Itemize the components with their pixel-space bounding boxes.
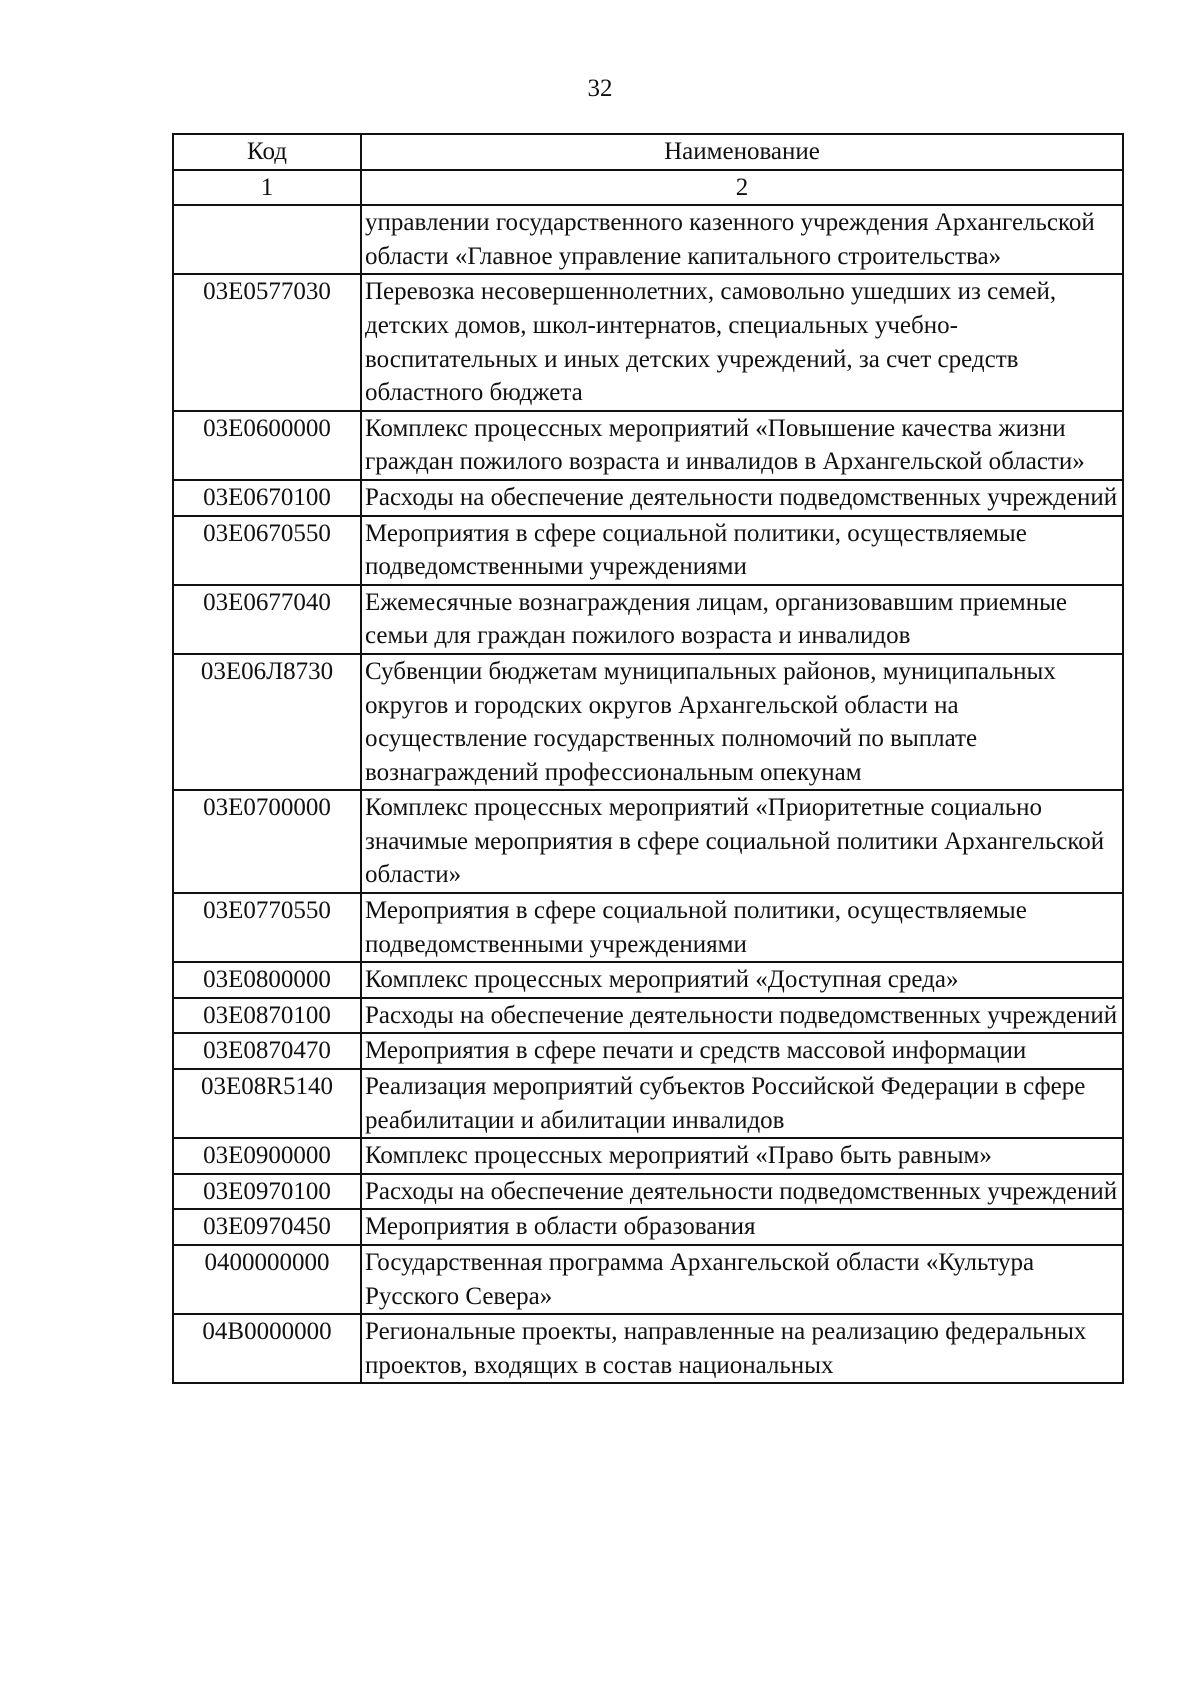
row-name: Комплекс процессных мероприятий «Право быть равным» bbox=[361, 1138, 1123, 1174]
table-row bbox=[173, 1174, 1123, 1210]
row-code: 03Е0870100 bbox=[173, 998, 361, 1034]
row-code: 03Е0970450 bbox=[173, 1209, 361, 1245]
table-row bbox=[173, 480, 1123, 516]
row-code: 03Е0770550 bbox=[173, 893, 361, 962]
table-row bbox=[173, 1033, 1123, 1069]
row-code: 03Е08R5140 bbox=[173, 1069, 361, 1138]
column-number-name: 2 bbox=[361, 170, 1123, 206]
row-name: Комплекс процессных мероприятий «Приоритетные социально значимые мероприятия в сфере социальной политики Архангельской области» bbox=[361, 790, 1123, 893]
row-code: 03Е0970100 bbox=[173, 1174, 361, 1210]
table-row bbox=[173, 1138, 1123, 1174]
row-name: Комплекс процессных мероприятий «Доступная среда» bbox=[361, 962, 1123, 998]
row-code: 03Е0800000 bbox=[173, 962, 361, 998]
table-row bbox=[173, 790, 1123, 893]
row-code: 03Е0900000 bbox=[173, 1138, 361, 1174]
table-row bbox=[173, 411, 1123, 480]
table-row bbox=[173, 1314, 1123, 1383]
column-number-row bbox=[173, 170, 1123, 206]
table-row bbox=[173, 1209, 1123, 1245]
header-name: Наименование bbox=[361, 134, 1123, 170]
table-row bbox=[173, 893, 1123, 962]
budget-codes-table bbox=[172, 133, 1124, 1384]
row-code: 03Е0677040 bbox=[173, 585, 361, 654]
table-row bbox=[173, 205, 1123, 274]
row-name: Комплекс процессных мероприятий «Повышение качества жизни граждан пожилого возраста и инвалидов в Архангельской области» bbox=[361, 411, 1123, 480]
row-name: Мероприятия в области образования bbox=[361, 1209, 1123, 1245]
header-code: Код bbox=[173, 134, 361, 170]
table-row bbox=[173, 998, 1123, 1034]
column-number-code: 1 bbox=[173, 170, 361, 206]
row-name: Мероприятия в сфере социальной политики, осуществляемые подведомственными учреждениями bbox=[361, 893, 1123, 962]
row-code: 0400000000 bbox=[173, 1245, 361, 1314]
table-row bbox=[173, 962, 1123, 998]
row-name: Расходы на обеспечение деятельности подведомственных учреждений bbox=[361, 998, 1123, 1034]
row-code: 03Е0670550 bbox=[173, 516, 361, 585]
table-row bbox=[173, 654, 1123, 790]
row-name: Региональные проекты, направленные на реализацию федеральных проектов, входящих в состав национальных bbox=[361, 1314, 1123, 1383]
table-row bbox=[173, 274, 1123, 410]
table-row bbox=[173, 1245, 1123, 1314]
row-name: Мероприятия в сфере печати и средств массовой информации bbox=[361, 1033, 1123, 1069]
table-row bbox=[173, 585, 1123, 654]
table-header-row bbox=[173, 134, 1123, 170]
row-code: 03Е0700000 bbox=[173, 790, 361, 893]
row-code: 03Е0577030 bbox=[173, 274, 361, 410]
row-name: Расходы на обеспечение деятельности подведомственных учреждений bbox=[361, 480, 1123, 516]
table-row bbox=[173, 516, 1123, 585]
row-code: 03Е0670100 bbox=[173, 480, 361, 516]
row-name: Реализация мероприятий субъектов Российской Федерации в сфере реабилитации и абилитации инвалидов bbox=[361, 1069, 1123, 1138]
row-name: Субвенции бюджетам муниципальных районов, муниципальных округов и городских округов Архангельской области на осуществление государственных полномочий по выплате вознаграждений профессиональным опекунам bbox=[361, 654, 1123, 790]
row-code: 03Е06Л8730 bbox=[173, 654, 361, 790]
row-name: Ежемесячные вознаграждения лицам, организовавшим приемные семьи для граждан пожилого возраста и инвалидов bbox=[361, 585, 1123, 654]
row-name: Мероприятия в сфере социальной политики, осуществляемые подведомственными учреждениями bbox=[361, 516, 1123, 585]
row-name: управлении государственного казенного учреждения Архангельской области «Главное управление капитального строительства» bbox=[361, 205, 1123, 274]
row-name: Расходы на обеспечение деятельности подведомственных учреждений bbox=[361, 1174, 1123, 1210]
row-name: Государственная программа Архангельской области «Культура Русского Севера» bbox=[361, 1245, 1123, 1314]
row-code: 04В0000000 bbox=[173, 1314, 361, 1383]
row-name: Перевозка несовершеннолетних, самовольно ушедших из семей, детских домов, школ-интернатов, специальных учебно-воспитательных и иных детских учреждений, за счет средств областного бюджета bbox=[361, 274, 1123, 410]
row-code bbox=[173, 205, 361, 274]
row-code: 03Е0600000 bbox=[173, 411, 361, 480]
page-number: 32 bbox=[587, 75, 613, 102]
row-code: 03Е0870470 bbox=[173, 1033, 361, 1069]
table-row bbox=[173, 1069, 1123, 1138]
